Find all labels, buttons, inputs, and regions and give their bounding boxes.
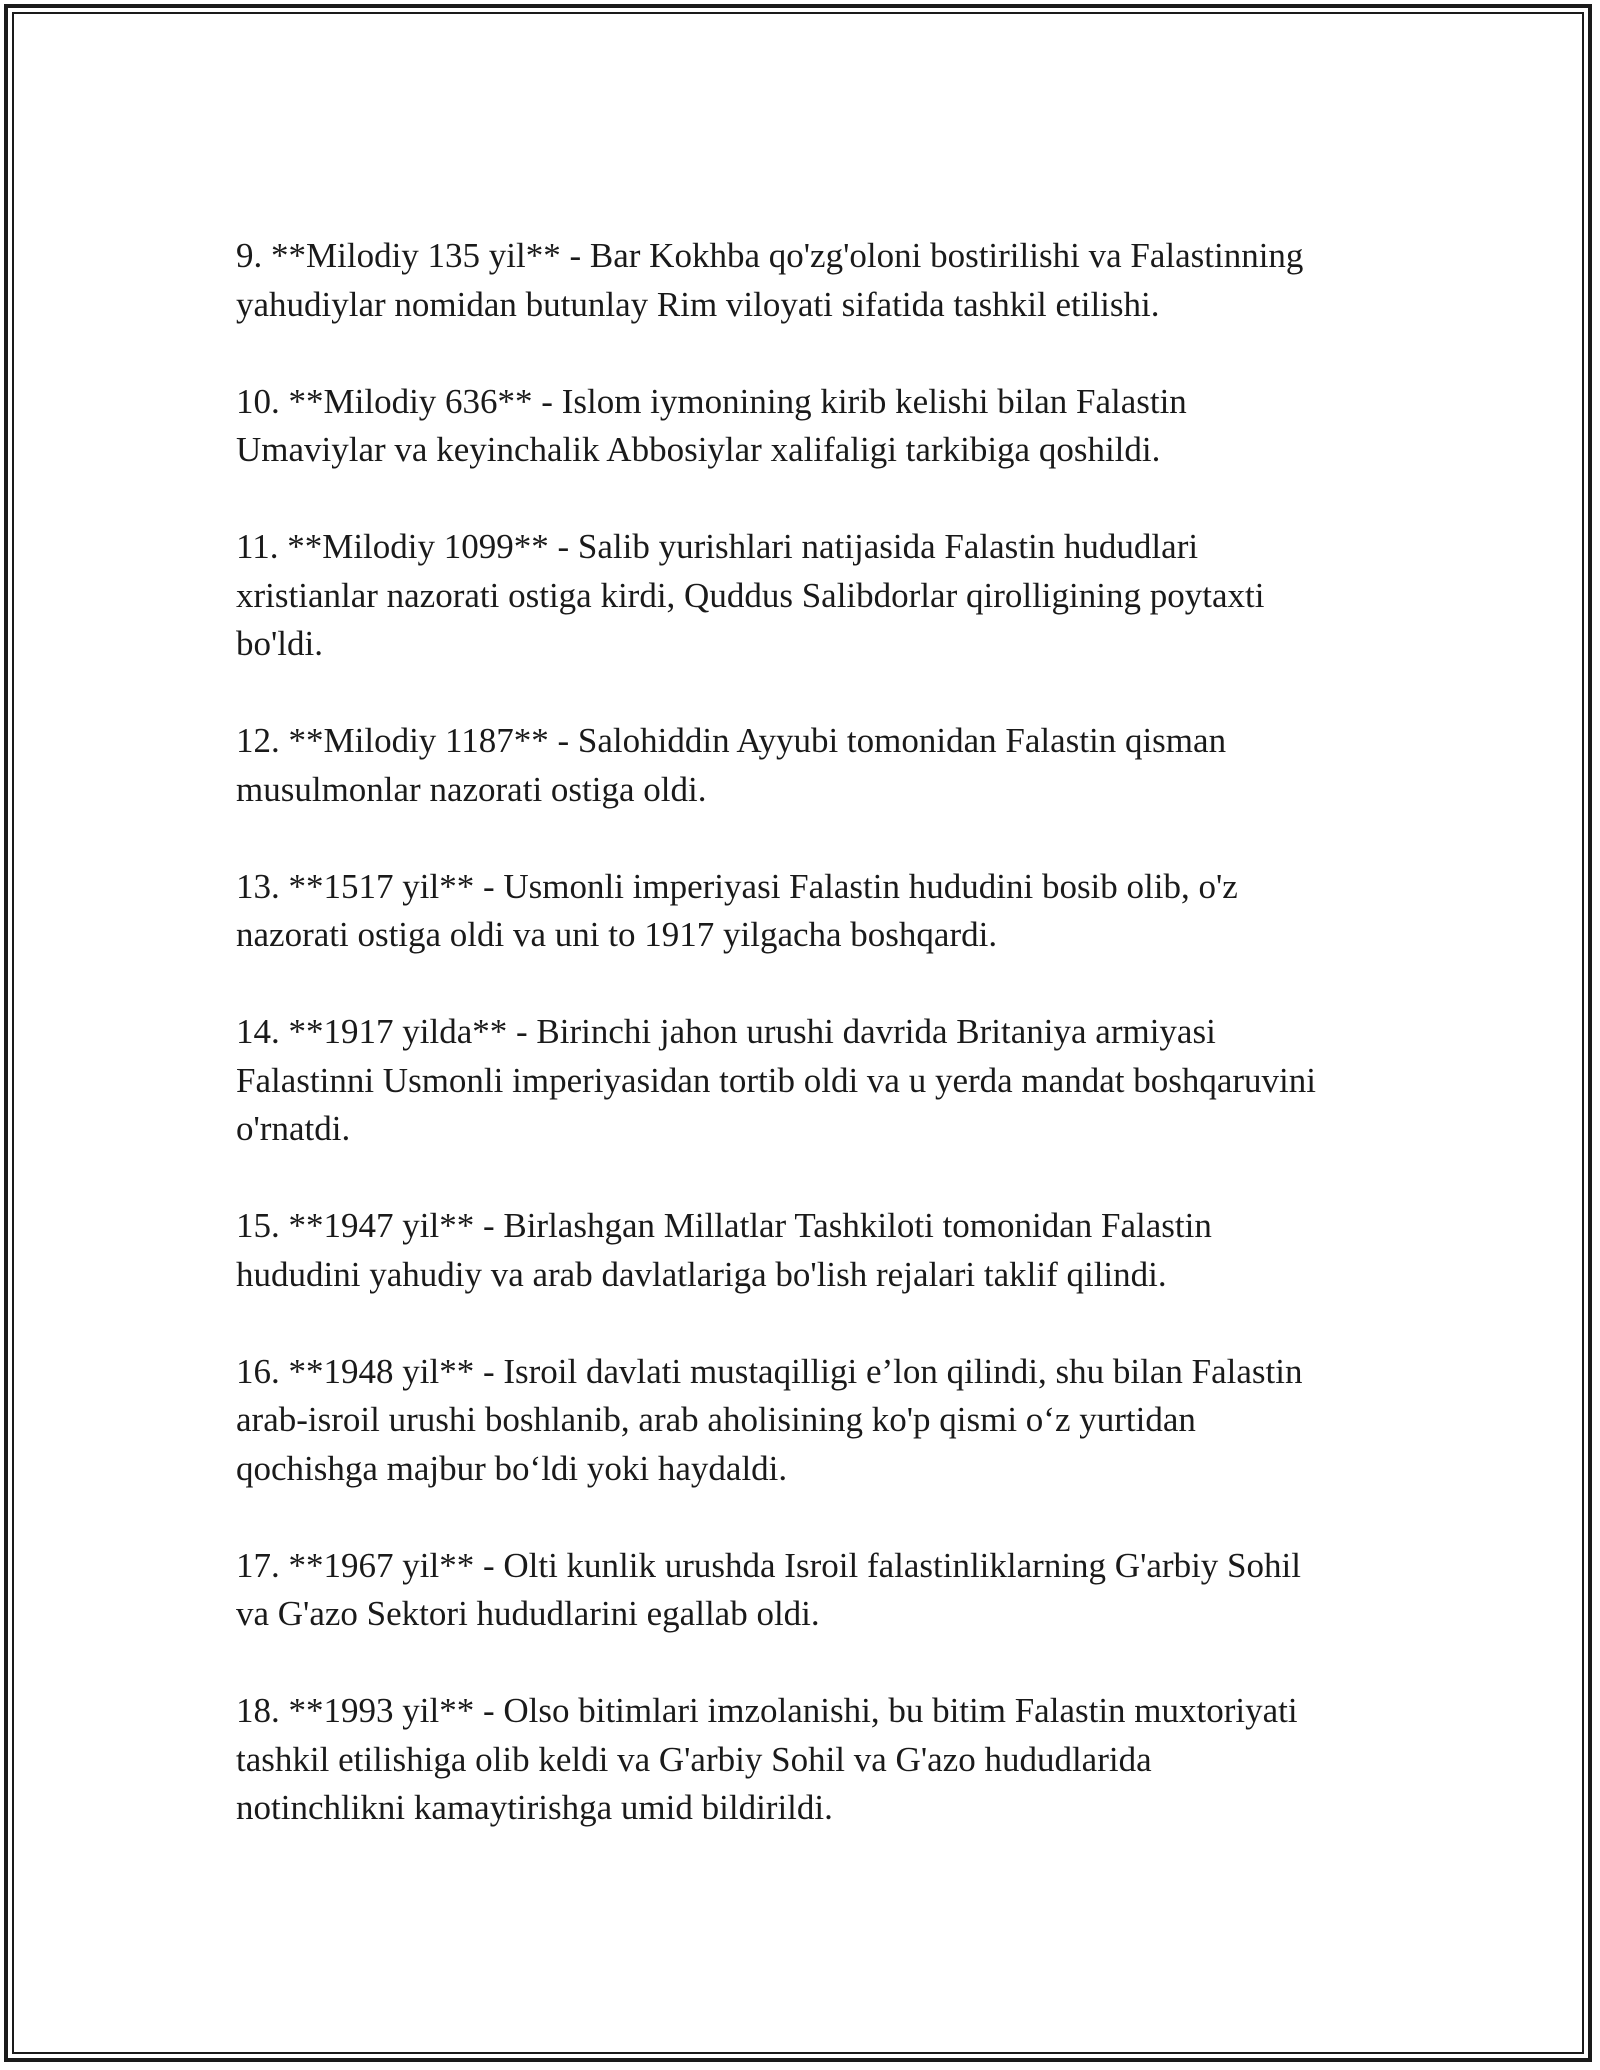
timeline-entry-18: 18. **1993 yil** - Olso bitimlari imzolanishi, bu bitim Falastin muxtoriyati tashkil etilishiga olib keldi va G'arbiy Sohil va G'azo hududlarida notinchlikni kamaytirishga umid bildirildi. [236, 1691, 1298, 1827]
timeline-entry-9: 9. **Milodiy 135 yil** - Bar Kokhba qo'zg'oloni bostirilishi va Falastinning yahudiylar nomidan butunlay Rim viloyati sifatida tashkil etilishi. [236, 236, 1304, 324]
timeline-entry-17: 17. **1967 yil** - Olti kunlik urushda Isroil falastinliklarning G'arbiy Sohil va G'azo Sektori hududlarini egallab oldi. [236, 1545, 1301, 1633]
document-body [236, 232, 1376, 1881]
timeline-entry-11: 11. **Milodiy 1099** - Salib yurishlari natijasida Falastin hududlari xristianlar nazorati ostiga kirdi, Quddus Salibdorlar qirolligining poytaxti bo'ldi. [236, 527, 1265, 663]
timeline-entry-15: 15. **1947 yil** - Birlashgan Millatlar Tashkiloti tomonidan Falastin hududini yahudiy va arab davlatlariga bo'lish rejalari taklif qilindi. [236, 1206, 1212, 1294]
timeline-entry-10: 10. **Milodiy 636** - Islom iymonining kirib kelishi bilan Falastin Umaviylar va keyinchalik Abbosiylar xalifaligi tarkibiga qoshildi. [236, 381, 1187, 469]
timeline-entry-13: 13. **1517 yil** - Usmonli imperiyasi Falastin hududini bosib olib, o'z nazorati ostiga oldi va uni to 1917 yilgacha boshqardi. [236, 866, 1238, 954]
timeline-entry-16: 16. **1948 yil** - Isroil davlati mustaqilligi e’lon qilindi, shu bilan Falastin arab-isroil urushi boshlanib, arab aholisining ko'p qismi o‘z yurtidan qochishga majbur bo‘ldi yoki haydaldi. [236, 1351, 1303, 1488]
timeline-entry-12: 12. **Milodiy 1187** - Salohiddin Ayyubi tomonidan Falastin qisman musulmonlar nazorati ostiga oldi. [236, 721, 1227, 809]
timeline-entry-14: 14. **1917 yilda** - Birinchi jahon urushi davrida Britaniya armiyasi Falastinni Usmonli imperiyasidan tortib oldi va u yerda mandat boshqaruvini o'rnatdi. [236, 1012, 1316, 1148]
